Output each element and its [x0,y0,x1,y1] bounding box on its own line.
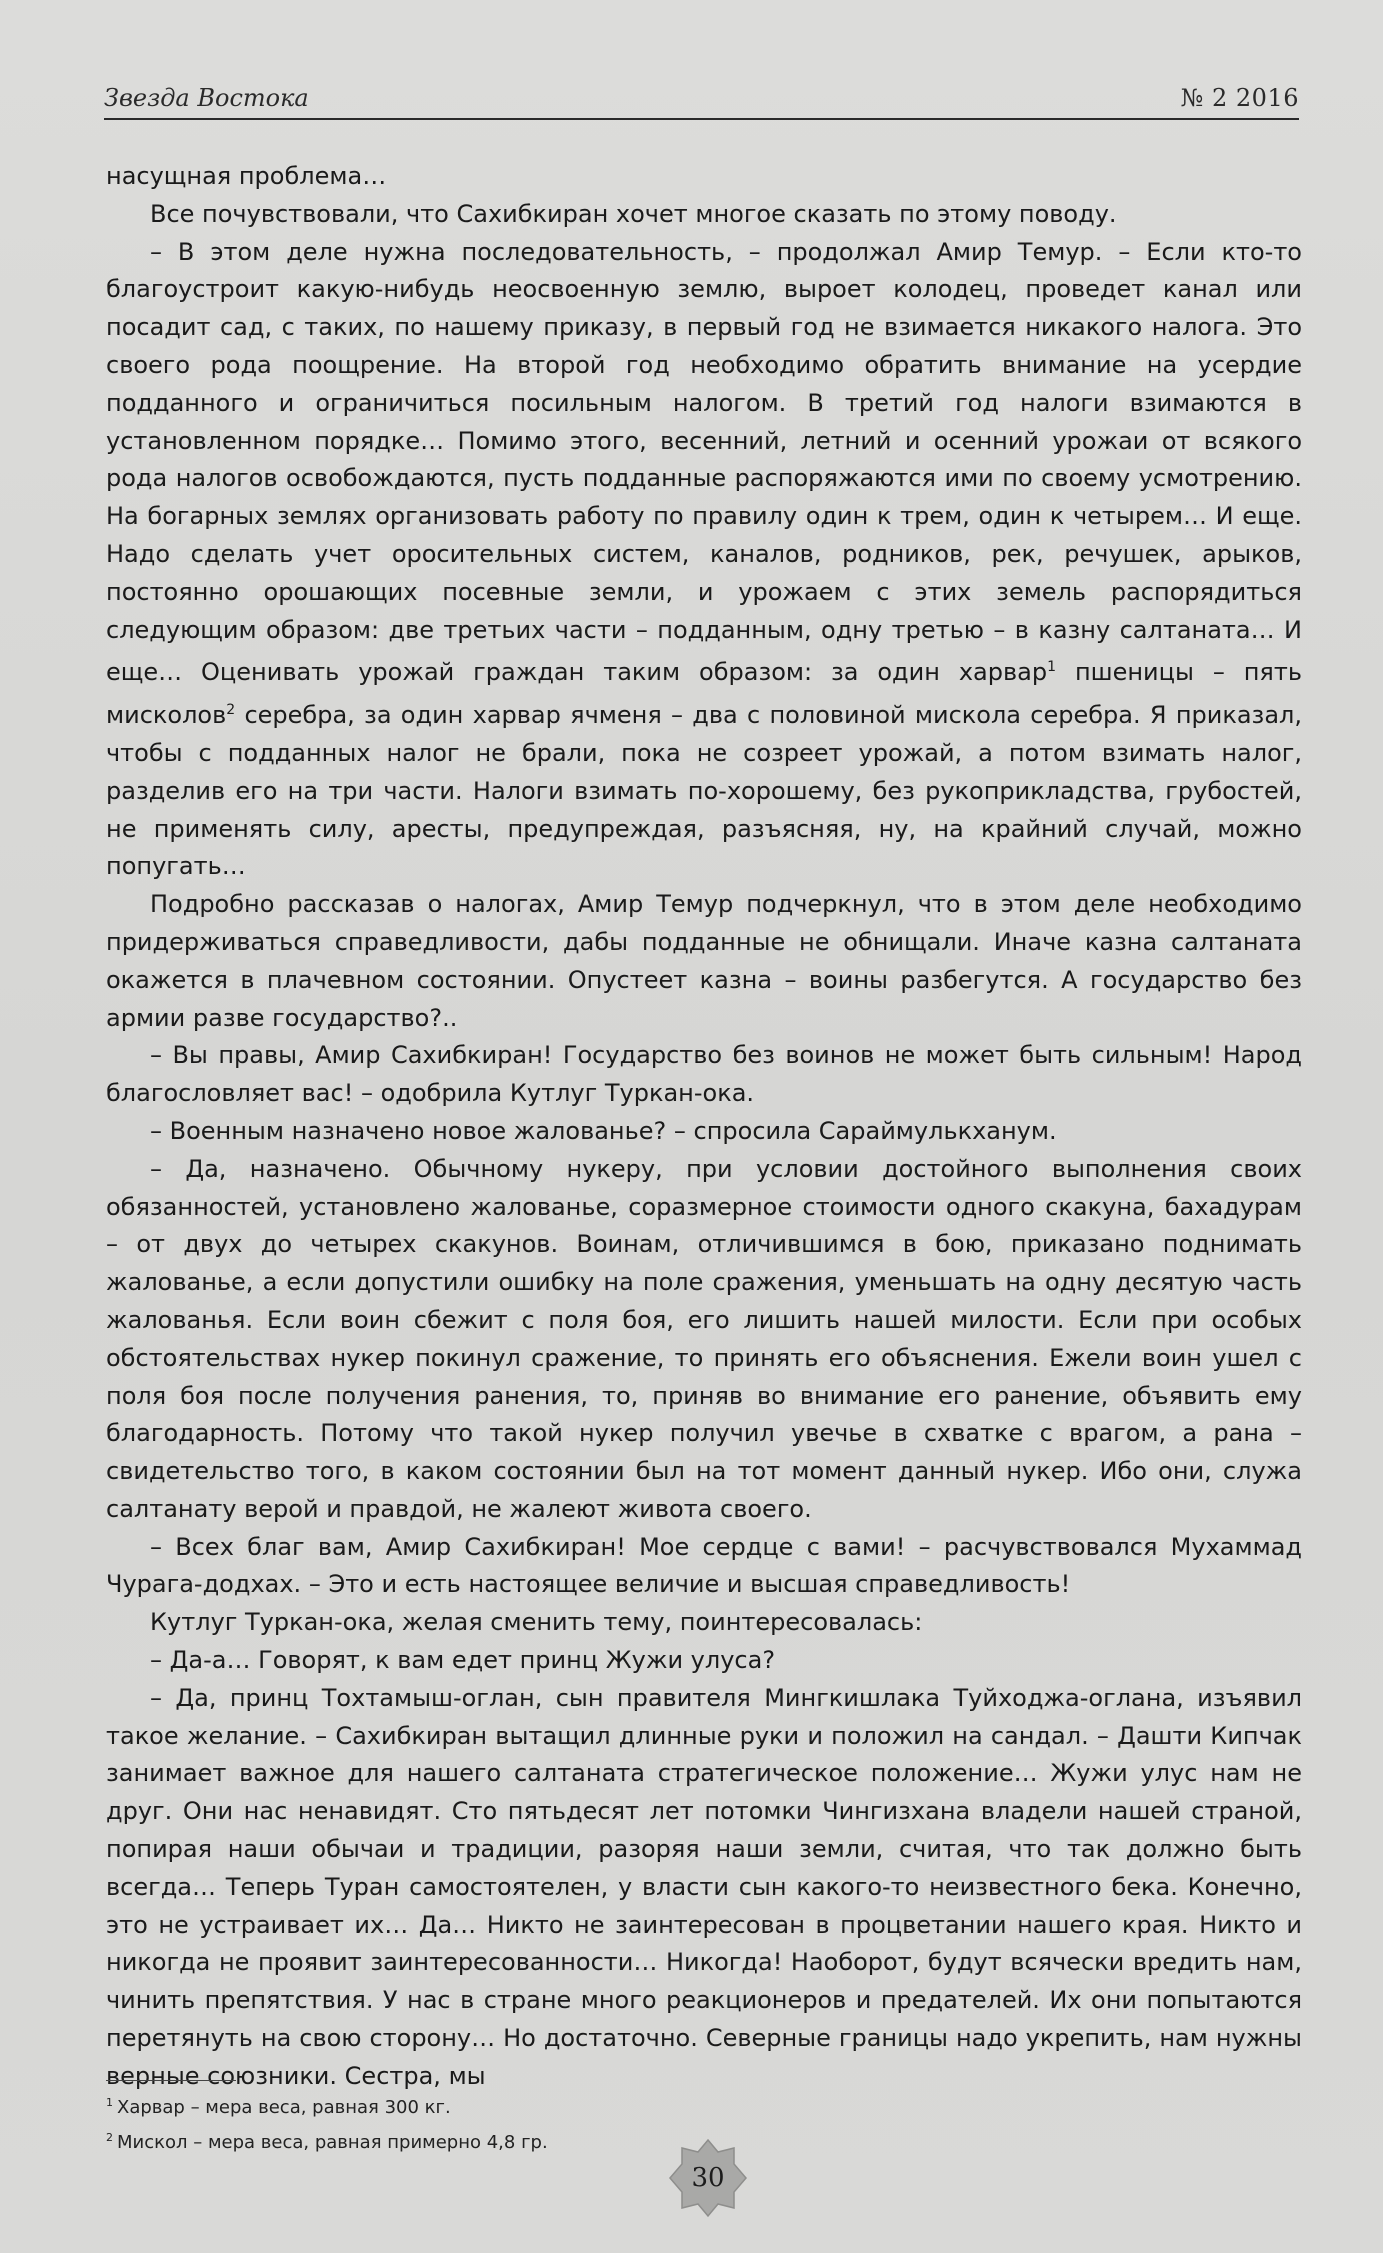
footnote-mark: 2 [106,2131,113,2144]
paragraph: – Вы правы, Амир Сахибкиран! Государство без воинов не может быть сильным! Народ благословляет вас! – одобрила Кутлуг Туркан-ока. [106,1041,1302,1108]
running-header [104,78,1299,120]
paragraph [106,234,1302,887]
journal-title: Звезда Востока [104,84,309,112]
paragraph: – Да, принц Тохтамыш-оглан, сын правителя Мингкишлака Туйходжа-оглана, изъявил такое желание. – Сахибкиран вытащил длинные руки и положил на сандал. – Дашти Кипчак занимает важное для нашего салтаната стратегическое положение… Жужи улус нам не друг. Они нас ненавидят. Сто пятьдесят лет потомки Чингизхана владели нашей страной, попирая наши обычаи и традиции, разоряя наши земли, считая, что так должно быть всегда… Теперь Туран самостоятелен, у власти сын какого-то неизвестного бека. Конечно, это не устраивает их… Да… Никто не заинтересован в процветании нашего края. Никто и никогда не проявит заинтересованности… Никогда! Наоборот, будут всячески вредить нам, чинить препятствия. У нас в стране много реакционеров и предателей. Их они попытаются перетянуть на свою сторону… Но достаточно. Северные границы надо укрепить, нам нужны верные союзники. Сестра, мы [106,1683,1302,2090]
footnote-ref[interactable]: 2 [226,702,236,719]
paragraph-text: пшеницы – пять мисколов [106,658,1302,730]
footnote-text: Харвар – мера веса, равная 300 кг. [117,2097,451,2118]
paragraph-text: серебра, за один харвар ячменя – два с половиной мискола серебра. Я приказал, чтобы с подданных налог не брали, пока не созреет урожай, а потом взимать налог, разделив его на три части. Налоги взимать по-хорошему, без рукоприкладства, грубостей, не применять силу, аресты, предупреждая, разъясняя, ну, на крайний случай, можно попугать… [106,701,1302,881]
footnote-mark: 1 [106,2096,113,2109]
paragraph: – Военным назначено новое жалованье? – спросила Сараймулькханум. [150,1116,1057,1145]
footnotes [106,2088,1006,2158]
page-number-badge [668,2138,748,2218]
paragraph: – Да-а… Говорят, к вам едет принц Жужи улуса? [150,1646,776,1675]
paragraph: насущная проблема… [106,162,387,190]
paragraph: Все почувствовали, что Сахибкиран хочет многое сказать по этому поводу. [150,199,1117,228]
footnote-ref[interactable]: 1 [1047,659,1057,676]
paragraph: – Да, назначено. Обычному нукеру, при условии достойного выполнения своих обязанностей, установлено жалованье, соразмерное стоимости одного скакуна, бахадурам – от двух до четырех скакунов. Воинам, отличившимся в бою, приказано поднимать жалованье, а если допустили ошибку на поле сражения, уменьшать на одну десятую часть жалованья. Если воин сбежит с поля боя, его лишить нашей милости. Если при особых обстоятельствах нукер покинул сражение, то принять его объяснения. Ежели воин ушел с поля боя после получения ранения, то, приняв во внимание его ранение, объявить ему благодарность. Потому что такой нукер получил увечье в схватке с врагом, а рана – свидетельство того, в каком состоянии был на тот момент данный нукер. Ибо они, служа салтанату верой и правдой, не жалеют живота своего. [106,1154,1302,1523]
issue-number: № 2 2016 [1180,84,1299,112]
footnote [106,2123,1006,2158]
paragraph: Подробно рассказав о налогах, Амир Темур подчеркнул, что в этом деле необходимо придерживаться справедливости, дабы подданные не обнищали. Иначе казна салтаната окажется в плачевном состоянии. Опустеет казна – воины разбегутся. А государство без армии разве государство?.. [106,890,1302,1032]
footnote-divider [106,2080,236,2081]
footnote [106,2088,1006,2123]
article-body [106,158,1302,2096]
paragraph: – Всех благ вам, Амир Сахибкиран! Мое сердце с вами! – расчувствовался Мухаммад Чурага-додхах. – Это и есть настоящее величие и высшая справедливость! [106,1532,1302,1599]
paragraph: Кутлуг Туркан-ока, желая сменить тему, поинтересовалась: [150,1608,923,1637]
footnote-text: Мискол – мера веса, равная примерно 4,8 гр. [117,2132,548,2153]
page-number: 30 [691,2163,725,2193]
paragraph-text: – В этом деле нужна последовательность, – продолжал Амир Темур. – Если кто-то благоустроит какую-нибудь неосвоенную землю, выроет колодец, проведет канал или посадит сад, с таких, по нашему приказу, в первый год не взимается никакого налога. Это своего рода поощрение. На второй год необходимо обратить внимание на усердие подданного и ограничиться посильным налогом. В третий год налоги взимаются в установленном порядке… Помимо этого, весенний, летний и осенний урожаи от всякого рода налогов освобождаются, пусть подданные распоряжаются ими по своему усмотрению. На богарных землях организовать работу по правилу один к трем, один к четырем… И еще. Надо сделать учет оросительных систем, каналов, родников, рек, речушек, арыков, постоянно орошающих посевные земли, и урожаем с этих земель распорядиться следующим образом: две третьих части – подданным, одну третью – в казну салтаната… И еще… Оценивать урожай граждан таким образом: за один харвар [106,237,1302,687]
